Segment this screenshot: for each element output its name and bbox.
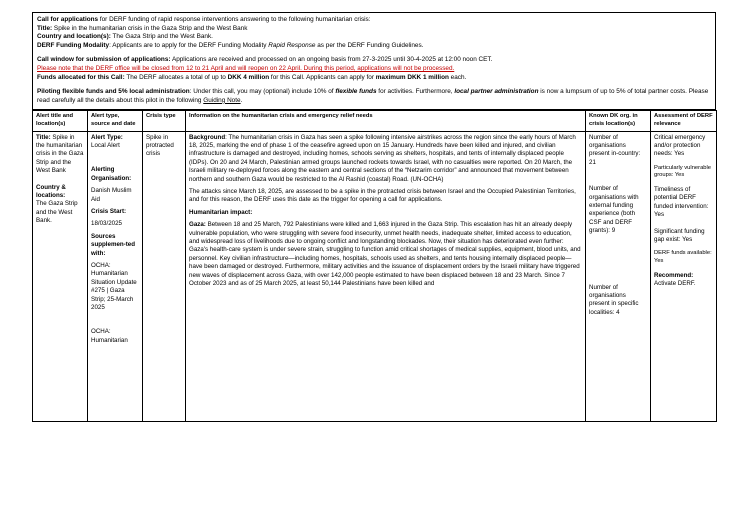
cell-alert-type: [88, 131, 143, 421]
call-funds-text1: The DERF allocates a total of up to: [124, 73, 228, 81]
sources-label-text: Sources supplemen-ted with:: [91, 232, 136, 257]
cell-assessment: [651, 131, 717, 421]
crisis-start-label-text: Crisis Start:: [91, 207, 127, 215]
known-org-item-1: Number of organisations present in-country: 21: [589, 133, 641, 166]
document-page: [32, 12, 716, 422]
call-funds-text2: for this Call. Applicants can apply for: [269, 73, 376, 81]
recommend-value: Activate DERF.: [654, 279, 696, 287]
background-label: Background: [189, 133, 226, 141]
call-summary-box: [32, 12, 716, 110]
crisis-start-label: [91, 208, 139, 216]
gaza-paragraph: [189, 221, 582, 288]
cell-information: [186, 131, 586, 421]
cell-known-dk-org: [586, 131, 651, 421]
call-title-value: Spike in the humanitarian crisis in the Gaza Strip and the West Bank: [52, 24, 248, 32]
call-window: [37, 56, 711, 65]
call-window-text: Applications are received and processed on an ongoing basis from 27-3-2025 until 30-4-2025 at 12:00 noon CET.: [170, 56, 493, 64]
call-pilot-local: local partner administration: [454, 88, 539, 96]
guiding-note-link[interactable]: Guiding Note: [203, 96, 241, 104]
attacks-paragraph: The attacks since March 18, 2025, are assessed to be a spike in the protracted crisis between Israel and the Occupied Palestinian Territories, and for this reason, the DERF uses this date as the trigger for opening a call for applications.: [189, 187, 576, 204]
closure-note: Please note that the DERF office will be closed from 12 to 21 April and will reopen on 22 April. During this period, applications will not be processed.: [37, 64, 455, 72]
known-org-item-3: Number of organisations present in specific localities: 4: [589, 283, 639, 316]
header-known-dk-org: Known DK org. in crisis location(s): [586, 111, 651, 131]
cell-alert-title: [33, 131, 88, 421]
call-funds-label: Funds allocated for this Call:: [37, 73, 125, 81]
call-country-value: The Gaza Strip and the West Bank.: [110, 33, 213, 41]
crisis-type-value: Spike in protracted crisis: [146, 133, 174, 158]
header-assessment: Assessment of DERF relevance: [651, 111, 717, 131]
call-window-label: Call window for submission of applications:: [37, 56, 171, 64]
background-text: : The humanitarian crisis in Gaza has seen a spike following intensive airstrikes across the region since the early hours of March 18, 2025, marking the end of phase 1 of the ceasefire agreed upon on 15 January. Hundreds have been killed and injured, and civilian infrastructure is damaged and destroyed, including homes, schools serving as shelters, hospitals, and tents of internally displaced people (IDPs). On 20 and 24 March, Palestinian armed groups launched rockets towards Israel, with no casualties were reported. On 20 March, the Israeli military re-deployed forces along the eastern and central sections of the “Netzarim corridor” and announced that movement between northern and southern Gaza would be restricted to the Al Rashid (coastal) Road. (UN-OCHA): [189, 133, 576, 183]
source-2: OCHA: Humanitarian: [91, 328, 128, 344]
call-funds-max: maximum DKK 1 million: [375, 73, 449, 81]
alerting-org-label: [91, 166, 139, 183]
gaza-text: Between 18 and 25 March, 792 Palestinians were killed and 1,663 injured in the Gaza Strip. This escalation has hit an already deeply vulnerable population, who were struggling with severe food insecurity, unmet health needs, inadequate shelter, limited access to education, and widespread loss of livelihoods due to ongoing conflict and longstanding blockades. Now, their situation has deteriorated even further: Gaza's health-care system is under severe strain, struggling to function amid critical shortages of medical supplies, equipment, blood units, and personnel. Key civilian infrastructure—including homes, hospitals, schools used as shelters, and tents housing internally displaced people—have been damaged or destroyed. Furthermore, military activities and the issuance of displacement orders by the Israeli military have triggered new waves of displacement across Gaza, with over 142,000 people estimated to have been displaced between 18 and 23 March. Since 7 October 2023 and as of 25 March 2025, at least 50,144 Palestinians have been killed and: [189, 221, 581, 288]
call-intro-label: Call for applications: [37, 16, 99, 23]
call-pilot-flex: flexible funds: [335, 88, 377, 96]
recommend-label: [654, 272, 713, 280]
call-modality-italic: Rapid Response: [268, 41, 316, 49]
alerting-org-label-text: Alerting Organisation:: [91, 166, 132, 182]
header-alert-title: Alert title and location(s): [33, 111, 88, 131]
assessment-item-1: Critical emergency and/or protection needs: Yes: [654, 133, 706, 158]
assessment-item-4: Significant funding gap exist: Yes: [654, 227, 705, 243]
cell-crisis-type: [143, 131, 186, 421]
alerting-org-value: Danish Muslim Aid: [91, 187, 132, 203]
call-country: [37, 33, 711, 42]
recommend-label-text: Recommend:: [654, 271, 694, 279]
call-modality-end: as per the DERF Funding Guidelines.: [315, 41, 424, 49]
call-pilot-text1: : Under this call, you may (optional) include 10% of: [189, 88, 336, 96]
table-header-row: [33, 111, 717, 131]
alert-title: [36, 134, 84, 176]
assessment-item-5: DERF funds available: Yes: [654, 250, 712, 264]
alert-type-label: [91, 134, 139, 142]
sources-label: [91, 233, 139, 258]
header-crisis-type: Crisis type: [143, 111, 186, 131]
crisis-start-value: 18/03/2025: [91, 220, 122, 228]
alert-title-value: Spike in the humanitarian crisis in the Gaza Strip and the West Bank: [36, 133, 84, 175]
alert-title-label: Title:: [36, 133, 51, 141]
call-modality-text: : Applicants are to apply for the DERF Funding Modality: [109, 41, 269, 49]
assessment-item-3: Timeliness of potential DERF funded intervention: Yes: [654, 185, 709, 219]
call-title: [37, 25, 711, 34]
call-title-label: Title:: [37, 24, 53, 32]
alert-type-label-text: Alert Type:: [91, 133, 123, 141]
alert-country-value: The Gaza Strip and the West Bank.: [36, 200, 78, 225]
call-intro-text: for DERF funding of rapid response interventions answering to the following humanitarian crisis:: [98, 16, 371, 23]
call-modality-label: DERF Funding Modality: [37, 41, 110, 49]
gaza-label: Gaza:: [189, 221, 206, 229]
call-funds-amount: DKK 4 million: [227, 73, 270, 81]
impact-heading: [189, 209, 582, 217]
alert-country-label-text: Country & locations:: [36, 183, 66, 199]
known-org-item-2: Number of organisations with external funding experience (both CSF and DERF grants): 9: [589, 185, 639, 235]
call-pilot-text3: is now a lumpsum of up to 5% of total partner costs. Please read carefully all the details about this pilot in the following: [37, 88, 709, 104]
table-row: [33, 131, 717, 421]
background-paragraph: [189, 134, 582, 184]
alert-type-value: Local Alert: [91, 141, 120, 149]
assessment-item-2: Particularly vulnerable groups: Yes: [654, 164, 712, 179]
header-information: Information on the humanitarian crisis and emergency relief needs: [186, 111, 586, 131]
call-country-label: Country and location(s):: [37, 33, 111, 41]
call-funds-end: each.: [448, 73, 467, 81]
source-1: OCHA: Humanitarian Situation Update #275 | Gaza Strip; 25-March 2025: [91, 262, 137, 312]
alert-country-label: [36, 184, 84, 201]
header-alert-type: Alert type, source and date: [88, 111, 143, 131]
call-pilot: [37, 88, 711, 105]
call-modality: [37, 42, 711, 51]
call-pilot-label: Piloting flexible funds and 5% local administration: [37, 88, 190, 96]
call-pilot-end: .: [240, 96, 243, 104]
call-pilot-text2: for activities. Furthermore,: [376, 88, 455, 96]
impact-label: Humanitarian impact:: [189, 208, 253, 216]
call-intro: [37, 16, 711, 25]
alert-table: [32, 110, 717, 421]
call-funds: [37, 74, 711, 83]
